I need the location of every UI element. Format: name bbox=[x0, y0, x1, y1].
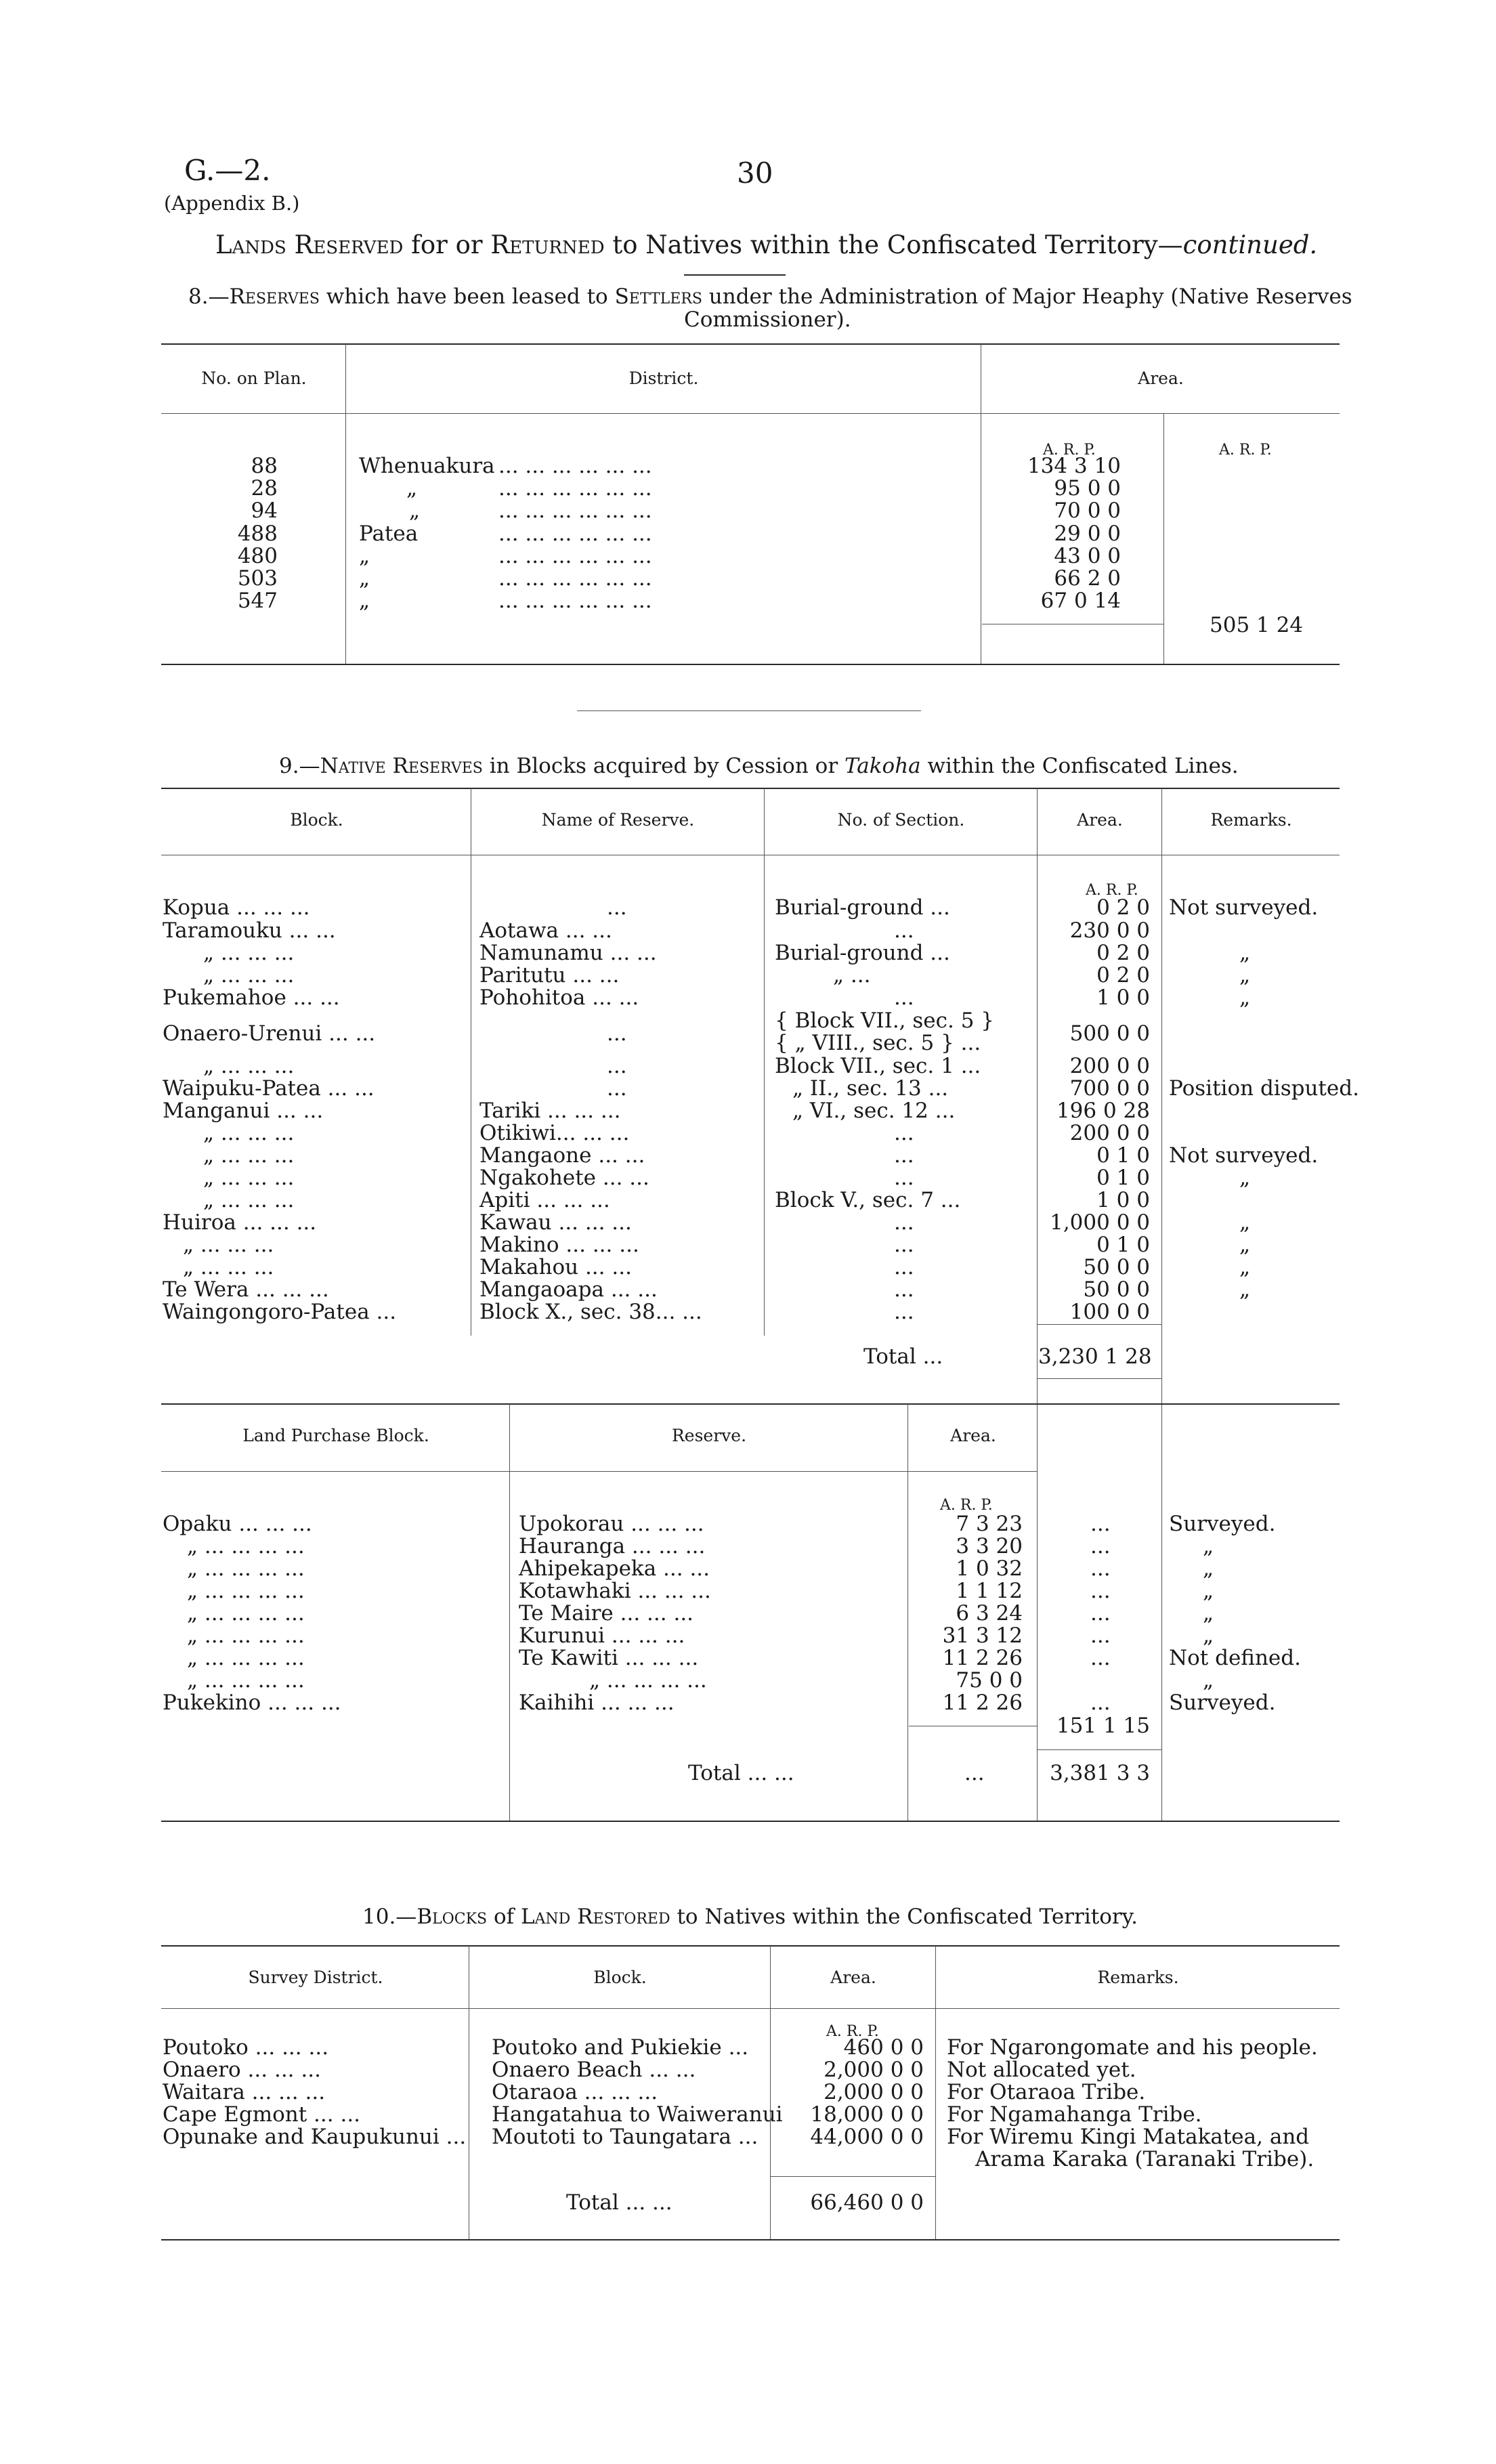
doc-reference: G.—2. bbox=[184, 154, 271, 187]
section10-total: 66,460 0 0 bbox=[810, 2190, 924, 2215]
section-number: ... bbox=[894, 1121, 914, 1145]
block-name: Huiroa ... ... ... bbox=[163, 1210, 317, 1235]
reserve-name: Otikiwi... ... ... bbox=[479, 1121, 630, 1145]
section-number: ... bbox=[894, 1143, 914, 1168]
reserve-name: Tariki ... ... ... bbox=[479, 1099, 621, 1123]
table-rule bbox=[161, 2239, 1340, 2240]
area-value: 100 0 0 bbox=[1069, 1300, 1150, 1324]
table-rule bbox=[161, 1403, 1340, 1405]
section-number: ... bbox=[894, 1166, 914, 1190]
survey-district: Cape Egmont ... ... bbox=[163, 2102, 361, 2127]
col-header-section-no: No. of Section. bbox=[837, 810, 965, 830]
section-number: Burial-ground ... bbox=[775, 941, 950, 965]
section-number: „ II., sec. 13 ... bbox=[792, 1076, 949, 1101]
block-name: „ ... ... ... ... bbox=[187, 1556, 305, 1581]
section8-title-part: Settlers bbox=[614, 284, 702, 309]
district-name: „ bbox=[359, 544, 370, 568]
block-name: „ ... ... ... ... bbox=[187, 1623, 305, 1648]
section-number: Block V., sec. 7 ... bbox=[775, 1188, 961, 1212]
remarks: Not surveyed. bbox=[1169, 895, 1319, 920]
district-name: „ bbox=[406, 476, 418, 501]
remarks: „ bbox=[1203, 1601, 1214, 1626]
reserve-name: Upokorau ... ... ... bbox=[519, 1512, 704, 1536]
area-value: 0 1 0 bbox=[1096, 1143, 1150, 1168]
section-number: Burial-ground ... bbox=[775, 895, 950, 920]
section-number: ... bbox=[894, 918, 914, 943]
remarks: For Wiremu Kingi Matakatea, and bbox=[947, 2125, 1310, 2149]
block-name: Kopua ... ... ... bbox=[163, 895, 310, 920]
area-value: 75 0 0 bbox=[956, 1668, 1023, 1693]
section9-title-part: in Blocks acquired by Cession or bbox=[482, 754, 845, 778]
area-value: 1,000 0 0 bbox=[1050, 1210, 1150, 1235]
area-value: 1 0 32 bbox=[956, 1556, 1023, 1581]
section10-title-part: Blocks bbox=[416, 1905, 488, 1929]
section9-total: 3,230 1 28 bbox=[1038, 1344, 1152, 1369]
block-name: Taramouku ... ... bbox=[163, 918, 336, 943]
section9-title-part: Native Reserves bbox=[320, 754, 483, 778]
plan-number: 547 bbox=[237, 589, 278, 613]
section-number: „ VI., sec. 12 ... bbox=[792, 1099, 956, 1123]
plan-number: 480 bbox=[237, 544, 278, 568]
plan-number: 94 bbox=[251, 498, 278, 523]
section10-title bbox=[362, 1905, 1138, 1929]
total-unit-label: A. R. P. bbox=[1219, 442, 1272, 459]
leader-dots: ... ... ... ... ... ... bbox=[498, 498, 652, 523]
block-name: „ ... ... ... bbox=[203, 1166, 295, 1190]
column-divider bbox=[1161, 788, 1162, 1821]
block-name: Onaero-Urenui ... ... bbox=[163, 1021, 376, 1046]
area-value: 44,000 0 0 bbox=[810, 2125, 924, 2149]
remarks: „ bbox=[1203, 1556, 1214, 1581]
leader-dots: ... ... ... ... ... ... bbox=[498, 522, 652, 546]
district-name: „ bbox=[359, 589, 370, 613]
table-rule bbox=[161, 2008, 1340, 2009]
purchase-total-label: Total ... ... bbox=[688, 1761, 794, 1785]
reserve-name: Makahou ... ... bbox=[479, 1255, 632, 1279]
remarks: Position disputed. bbox=[1169, 1076, 1359, 1101]
area-value: 200 0 0 bbox=[1069, 1054, 1150, 1078]
plan-number: 488 bbox=[237, 522, 278, 546]
col-header-area: Area. bbox=[950, 1426, 996, 1445]
section-number: ... bbox=[894, 1233, 914, 1257]
section8-title-line2: Commissioner). bbox=[684, 307, 851, 332]
purchase-subtotal: 151 1 15 bbox=[1056, 1714, 1150, 1738]
area-value: 1 0 0 bbox=[1096, 985, 1150, 1010]
area-unit-label: A. R. P. bbox=[1043, 442, 1096, 459]
table-rule bbox=[161, 413, 1340, 414]
survey-district: Poutoko ... ... ... bbox=[163, 2035, 329, 2060]
remarks: „ bbox=[1239, 941, 1251, 965]
remarks: „ bbox=[1239, 1277, 1251, 1302]
area-value: 66 2 0 bbox=[1054, 566, 1121, 591]
col-header-block: Block. bbox=[593, 1968, 647, 1987]
area-value: 11 2 26 bbox=[942, 1691, 1023, 1715]
block-name: „ ... ... ... bbox=[203, 1143, 295, 1168]
column-divider bbox=[1037, 788, 1038, 1821]
section9-title-takoha: Takoha bbox=[845, 754, 921, 778]
table-rule bbox=[161, 1471, 1038, 1472]
block-name: „ ... ... ... ... bbox=[187, 1668, 305, 1693]
section8-title-part: which have been leased to bbox=[319, 284, 615, 309]
reserve-name: „ ... ... ... ... bbox=[589, 1668, 707, 1693]
survey-district: Opunake and Kaupukunui ... bbox=[163, 2125, 467, 2149]
area-value: 43 0 0 bbox=[1054, 544, 1121, 568]
area-value: 134 3 10 bbox=[1027, 454, 1121, 478]
block-name: Pukekino ... ... ... bbox=[163, 1691, 341, 1715]
area-value: 0 1 0 bbox=[1096, 1166, 1150, 1190]
survey-district: Onaero ... ... ... bbox=[163, 2058, 321, 2082]
area-value: 230 0 0 bbox=[1069, 918, 1150, 943]
remarks: Not surveyed. bbox=[1169, 1143, 1319, 1168]
section8-title-part: under the Administration of Major Heaphy (Native Reserves bbox=[702, 284, 1352, 309]
reserve-name: Te Kawiti ... ... ... bbox=[519, 1646, 699, 1670]
table-rule bbox=[161, 1821, 1340, 1822]
remarks: Not defined. bbox=[1169, 1646, 1301, 1670]
reserve-name: ... bbox=[607, 895, 627, 920]
block-name: Poutoko and Pukiekie ... bbox=[492, 2035, 749, 2060]
block-name: Waingongoro-Patea ... bbox=[163, 1300, 397, 1324]
reserve-name: ... bbox=[607, 1076, 627, 1101]
block-name: Pukemahoe ... ... bbox=[163, 985, 340, 1010]
district-name: „ bbox=[359, 566, 370, 591]
leader-dots: ... ... ... ... ... ... bbox=[498, 544, 652, 568]
section9-grand-total: 3,381 3 3 bbox=[1050, 1761, 1150, 1785]
district-name: Patea bbox=[359, 522, 419, 546]
block-name: „ ... ... ... bbox=[203, 1121, 295, 1145]
area-unit-label: A. R. P. bbox=[826, 2023, 879, 2040]
leader-dots: ... ... ... ... ... ... bbox=[498, 589, 652, 613]
section-number: ... bbox=[894, 1300, 914, 1324]
area-value: 2,000 0 0 bbox=[824, 2080, 924, 2104]
table-rule bbox=[161, 788, 1340, 789]
remarks: „ bbox=[1239, 1166, 1251, 1190]
area-unit-label: A. R. P. bbox=[1086, 882, 1138, 899]
col-header-reserve: Reserve. bbox=[671, 1426, 747, 1445]
title-rule bbox=[684, 274, 786, 276]
leader-dots: ... bbox=[1090, 1512, 1111, 1536]
plan-number: 88 bbox=[251, 454, 278, 478]
remarks: „ bbox=[1203, 1579, 1214, 1603]
block-name: Onaero Beach ... ... bbox=[492, 2058, 696, 2082]
area-value: 31 3 12 bbox=[942, 1623, 1023, 1648]
remarks: „ bbox=[1239, 1255, 1251, 1279]
leader-dots: ... bbox=[1090, 1691, 1111, 1715]
reserve-name: Namunamu ... ... bbox=[479, 941, 657, 965]
area-value: 18,000 0 0 bbox=[810, 2102, 924, 2127]
table-rule bbox=[161, 664, 1340, 665]
column-divider bbox=[935, 1946, 936, 2239]
area-value: 29 0 0 bbox=[1054, 522, 1121, 546]
survey-district: Waitara ... ... ... bbox=[163, 2080, 326, 2104]
section10-title-part: to Natives within the Confiscated Territory. bbox=[670, 1905, 1138, 1929]
reserve-name: ... bbox=[607, 1054, 627, 1078]
column-divider bbox=[907, 1404, 908, 1821]
area-value: 6 3 24 bbox=[956, 1601, 1023, 1626]
area-value: 67 0 14 bbox=[1040, 589, 1121, 613]
plan-number: 503 bbox=[237, 566, 278, 591]
area-value: 700 0 0 bbox=[1069, 1076, 1150, 1101]
leader-dots: ... bbox=[1090, 1623, 1111, 1648]
reserve-name: Kotawhaki ... ... ... bbox=[519, 1579, 711, 1603]
col-header-block: Block. bbox=[290, 810, 343, 830]
area-value: 2,000 0 0 bbox=[824, 2058, 924, 2082]
section-number: ... bbox=[894, 985, 914, 1010]
sum-rule bbox=[1038, 1324, 1161, 1325]
column-divider bbox=[770, 1946, 771, 2239]
leader-dots: ... bbox=[1090, 1579, 1111, 1603]
area-value: 95 0 0 bbox=[1054, 476, 1121, 501]
block-name: Opaku ... ... ... bbox=[163, 1512, 312, 1536]
leader-dots: ... ... ... ... ... ... bbox=[498, 476, 652, 501]
section8-title bbox=[188, 284, 1352, 309]
reserve-name: Kawau ... ... ... bbox=[479, 1210, 632, 1235]
col-header-area: Area. bbox=[1077, 810, 1123, 830]
area-value: 0 2 0 bbox=[1096, 941, 1150, 965]
title-continued: continued. bbox=[1182, 230, 1318, 259]
area-value: 0 2 0 bbox=[1096, 963, 1150, 987]
sum-rule bbox=[1038, 1749, 1161, 1750]
reserve-name: Apiti ... ... ... bbox=[479, 1188, 610, 1212]
area-value: 500 0 0 bbox=[1069, 1021, 1150, 1046]
col-header-no-on-plan: No. on Plan. bbox=[201, 368, 307, 388]
remarks: Surveyed. bbox=[1169, 1691, 1276, 1715]
col-header-reserve-name: Name of Reserve. bbox=[541, 810, 695, 830]
block-name: „ ... ... ... bbox=[183, 1255, 274, 1279]
reserve-name: Mangaoapa ... ... bbox=[479, 1277, 658, 1302]
remarks: „ bbox=[1203, 1534, 1214, 1558]
section9-title bbox=[279, 754, 1239, 778]
leader-dots: ... bbox=[964, 1761, 985, 1785]
leader-dots: ... bbox=[1090, 1534, 1111, 1558]
remarks: „ bbox=[1239, 963, 1251, 987]
section9-number: 9.— bbox=[279, 754, 320, 778]
remarks: Not allocated yet. bbox=[947, 2058, 1136, 2082]
col-header-district: District. bbox=[628, 368, 699, 388]
column-divider bbox=[509, 1404, 510, 1821]
remarks: „ bbox=[1239, 985, 1251, 1010]
section10-title-part: of bbox=[487, 1905, 521, 1929]
block-name: Waipuku-Patea ... ... bbox=[163, 1076, 375, 1101]
sum-rule bbox=[771, 2176, 935, 2177]
block-name: Manganui ... ... bbox=[163, 1099, 324, 1123]
reserve-name: Ahipekapeka ... ... bbox=[519, 1556, 710, 1581]
col-header-remarks: Remarks. bbox=[1210, 810, 1292, 830]
area-value: 0 1 0 bbox=[1096, 1233, 1150, 1257]
block-name: Moutoti to Taungatara ... bbox=[492, 2125, 758, 2149]
block-name: „ ... ... ... bbox=[183, 1233, 274, 1257]
reserve-name: Kaihihi ... ... ... bbox=[519, 1691, 675, 1715]
col-header-land-purchase-block: Land Purchase Block. bbox=[242, 1426, 429, 1445]
block-name: „ ... ... ... bbox=[203, 941, 295, 965]
block-name: Hangatahua to Waiweranui bbox=[492, 2102, 783, 2127]
area-value: 0 2 0 bbox=[1096, 895, 1150, 920]
remarks: For Ngamahanga Tribe. bbox=[947, 2102, 1202, 2127]
remarks: For Otaraoa Tribe. bbox=[947, 2080, 1146, 2104]
col-header-area: Area. bbox=[1138, 368, 1184, 388]
section-number-line2: { „ VIII., sec. 5 } ... bbox=[775, 1031, 981, 1055]
leader-dots: ... bbox=[1090, 1646, 1111, 1670]
section9-total-label: Total ... bbox=[863, 1344, 943, 1369]
page-number: 30 bbox=[737, 156, 773, 190]
area-value: 7 3 23 bbox=[956, 1512, 1023, 1536]
remarks: Surveyed. bbox=[1169, 1512, 1276, 1536]
block-name: „ ... ... ... ... bbox=[187, 1534, 305, 1558]
reserve-name: Pohohitoa ... ... bbox=[479, 985, 639, 1010]
reserve-name: Hauranga ... ... ... bbox=[519, 1534, 706, 1558]
section10-number: 10.— bbox=[362, 1905, 417, 1929]
title-returned: Returned bbox=[490, 230, 605, 259]
remarks: „ bbox=[1239, 1210, 1251, 1235]
table-rule bbox=[161, 343, 1340, 345]
remarks: „ bbox=[1239, 1233, 1251, 1257]
col-header-survey-district: Survey District. bbox=[248, 1968, 383, 1987]
area-value: 70 0 0 bbox=[1054, 498, 1121, 523]
title-lands-reserved: Lands Reserved bbox=[215, 230, 404, 259]
area-value: 3 3 20 bbox=[956, 1534, 1023, 1558]
block-name: „ ... ... ... ... bbox=[187, 1646, 305, 1670]
reserve-name: Aotawa ... ... bbox=[479, 918, 612, 943]
district-name: Whenuakura bbox=[359, 454, 495, 478]
reserve-name: Makino ... ... ... bbox=[479, 1233, 639, 1257]
district-name: „ bbox=[409, 498, 421, 523]
section-separator bbox=[577, 710, 921, 711]
area-value: 460 0 0 bbox=[843, 2035, 924, 2060]
appendix-label: (Appendix B.) bbox=[164, 192, 300, 215]
column-divider bbox=[764, 788, 765, 1336]
reserve-name: ... bbox=[607, 1021, 627, 1046]
area-value: 200 0 0 bbox=[1069, 1121, 1150, 1145]
section9-title-part: within the Confiscated Lines. bbox=[920, 754, 1239, 778]
block-name: „ ... ... ... bbox=[203, 963, 295, 987]
col-header-area: Area. bbox=[830, 1968, 876, 1987]
leader-dots: ... ... ... ... ... ... bbox=[498, 454, 652, 478]
block-name: „ ... ... ... bbox=[203, 1054, 295, 1078]
remarks: „ bbox=[1203, 1623, 1214, 1648]
remarks-line2: Arama Karaka (Taranaki Tribe). bbox=[975, 2147, 1315, 2171]
col-header-remarks: Remarks. bbox=[1097, 1968, 1179, 1987]
area-value: 50 0 0 bbox=[1083, 1255, 1150, 1279]
section10-total-label: Total ... ... bbox=[566, 2190, 672, 2215]
section-number: { Block VII., sec. 5 } bbox=[775, 1008, 995, 1033]
plan-number: 28 bbox=[251, 476, 278, 501]
column-divider bbox=[345, 344, 346, 664]
area-value: 50 0 0 bbox=[1083, 1277, 1150, 1302]
area-value: 1 1 12 bbox=[956, 1579, 1023, 1603]
reserve-name: Kurunui ... ... ... bbox=[519, 1623, 685, 1648]
reserve-name: Paritutu ... ... bbox=[479, 963, 620, 987]
remarks: „ bbox=[1203, 1668, 1214, 1693]
leader-dots: ... ... ... ... ... ... bbox=[498, 566, 652, 591]
reserve-name: Block X., sec. 38... ... bbox=[479, 1300, 702, 1324]
block-name: Otaraoa ... ... ... bbox=[492, 2080, 658, 2104]
column-divider bbox=[1163, 413, 1164, 664]
title-part: to Natives within the Confiscated Territory— bbox=[604, 230, 1183, 259]
table-rule bbox=[161, 1945, 1340, 1947]
section10-title-part: Land Restored bbox=[520, 1905, 670, 1929]
title-part: for or bbox=[403, 230, 491, 259]
section8-number: 8.— bbox=[188, 284, 230, 309]
area-value: 11 2 26 bbox=[942, 1646, 1023, 1670]
section-number: ... bbox=[894, 1210, 914, 1235]
leader-dots: ... bbox=[1090, 1601, 1111, 1626]
section-number: ... bbox=[894, 1255, 914, 1279]
section8-title-part: Reserves bbox=[229, 284, 320, 309]
area-value: 196 0 28 bbox=[1056, 1099, 1150, 1123]
area-value: 1 0 0 bbox=[1096, 1188, 1150, 1212]
section8-total: 505 1 24 bbox=[1210, 613, 1304, 637]
block-name: „ ... ... ... bbox=[203, 1188, 295, 1212]
section-number: Block VII., sec. 1 ... bbox=[775, 1054, 981, 1078]
main-title bbox=[215, 230, 1317, 260]
leader-dots: ... bbox=[1090, 1556, 1111, 1581]
sum-rule bbox=[1038, 1378, 1161, 1379]
section-number: „ ... bbox=[833, 963, 871, 987]
block-name: Te Wera ... ... ... bbox=[163, 1277, 329, 1302]
reserve-name: Te Maire ... ... ... bbox=[519, 1601, 694, 1626]
remarks: For Ngarongomate and his people. bbox=[947, 2035, 1318, 2060]
block-name: „ ... ... ... ... bbox=[187, 1579, 305, 1603]
block-name: „ ... ... ... ... bbox=[187, 1601, 305, 1626]
area-unit-label: A. R. P. bbox=[940, 1497, 993, 1514]
section-number: ... bbox=[894, 1277, 914, 1302]
reserve-name: Mangaone ... ... bbox=[479, 1143, 645, 1168]
reserve-name: Ngakohete ... ... bbox=[479, 1166, 649, 1190]
